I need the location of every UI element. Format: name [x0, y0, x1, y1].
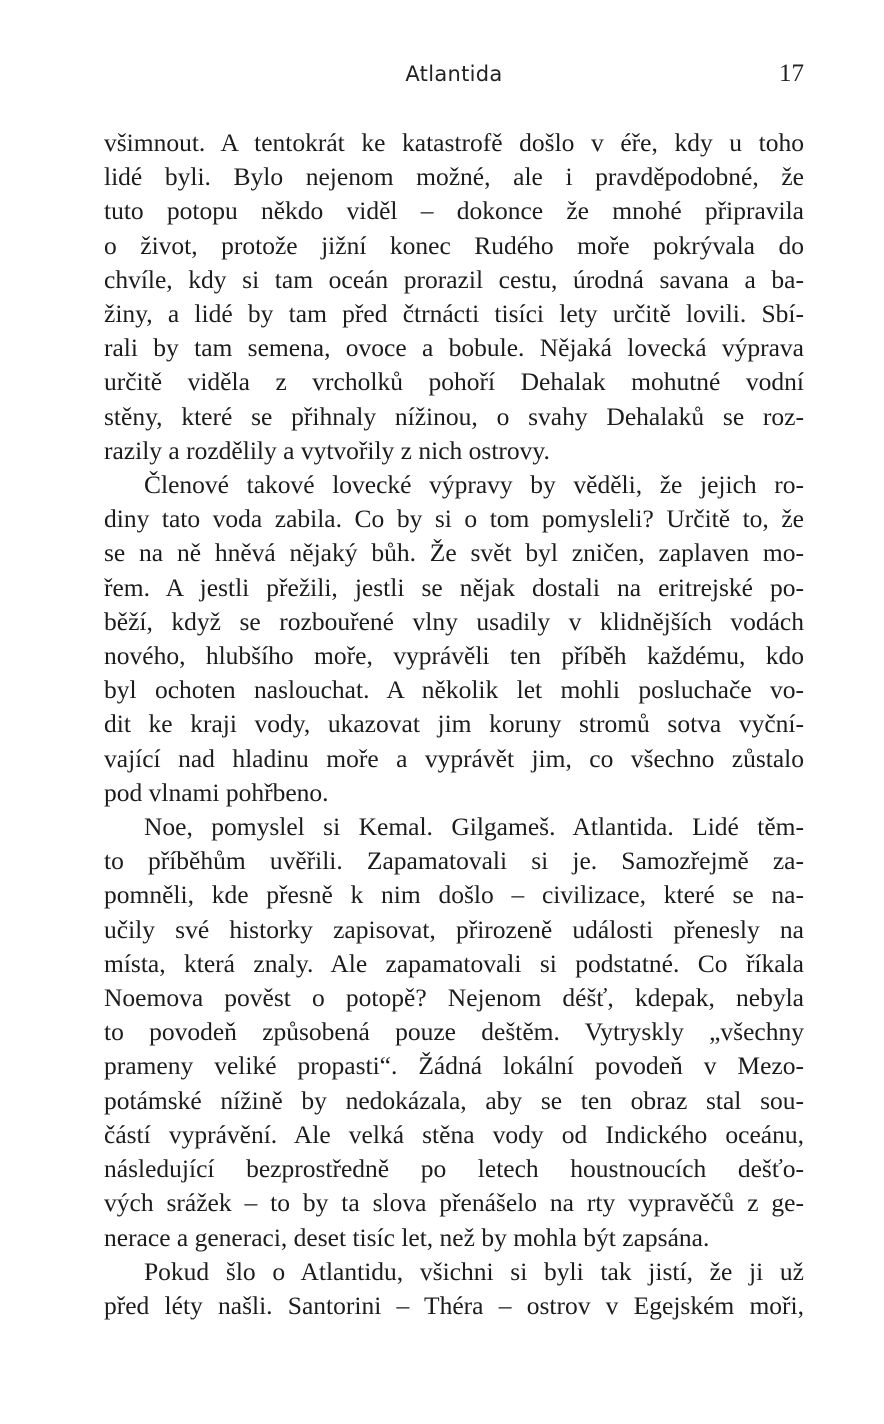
text-line: se na ně hněvá nějaký bůh. Že svět byl zničen, zaplaven mo-	[104, 538, 804, 568]
text-line: nového, hlubšího moře, vyprávěli ten příběh každému, kdo	[104, 641, 804, 671]
text-line: Noe, pomyslel si Kemal. Gilgameš. Atlantida. Lidé těm-	[144, 812, 804, 842]
text-line: pomněli, kde přesně k nim došlo – civilizace, které se na-	[104, 880, 804, 910]
text-line: učily své historky zapisovat, přirozeně události přenesly na	[104, 914, 804, 944]
paragraph	[104, 126, 804, 468]
text-line: řem. A jestli přežili, jestli se nějak dostali na eritrejské po-	[104, 572, 804, 602]
text-line: všimnout. A tentokrát ke katastrofě došlo v éře, kdy u toho	[104, 128, 804, 157]
text-line: žiny, a lidé by tam před čtrnácti tisíci lety určitě lovili. Sbí-	[104, 299, 804, 329]
chapter-title: Atlantida	[405, 62, 503, 86]
text-line: o život, protože jižní konec Rudého moře pokrývala do	[104, 230, 804, 260]
text-line: byl ochoten naslouchat. A několik let mohli posluchače vo-	[104, 675, 804, 705]
text-line: vých srážek – to by ta slova přenášelo na rty vypravěčů z ge-	[104, 1188, 804, 1218]
text-line: lidé byli. Bylo nejenom možné, ale i pravděpodobné, že	[104, 162, 804, 192]
text-line: určitě viděla z vrcholků pohoří Dehalak mohutné vodní	[104, 367, 804, 397]
text-line: částí vyprávění. Ale velká stěna vody od Indického oceánu,	[104, 1119, 804, 1149]
text-line: prameny veliké propasti“. Žádná lokální povodeň v Mezo-	[104, 1051, 804, 1081]
text-line: běží, když se rozbouřené vlny usadily v klidnějších vodách	[104, 606, 804, 636]
paragraph	[104, 468, 804, 810]
text-line: pod vlnami pohřbeno.	[104, 777, 329, 807]
body-text	[104, 126, 804, 1323]
text-line: místa, která znaly. Ale zapamatovali si podstatné. Co říkala	[104, 948, 804, 978]
text-line: Pokud šlo o Atlantidu, všichni si byli tak jistí, že ji už	[144, 1256, 804, 1286]
text-line: rali by tam semena, ovoce a bobule. Nějaká lovecká výprava	[104, 333, 804, 363]
paragraph	[104, 1255, 804, 1323]
paragraph	[104, 810, 804, 1255]
text-line: potámské nížině by nedokázala, aby se ten obraz stal sou-	[104, 1085, 804, 1115]
text-line: razily a rozdělily a vytvořily z nich ostrovy.	[104, 435, 550, 465]
running-header	[104, 62, 804, 96]
page-number: 17	[779, 60, 804, 87]
text-line: diny tato voda zabila. Co by si o tom pomysleli? Určitě to, že	[104, 504, 804, 534]
text-line: chvíle, kdy si tam oceán prorazil cestu, úrodná savana a ba-	[104, 264, 804, 294]
text-line: stěny, které se přihnaly nížinou, o svahy Dehalaků se roz-	[104, 401, 804, 431]
text-line: dit ke kraji vody, ukazovat jim koruny stromů sotva vyční-	[104, 709, 804, 739]
text-line: Členové takové lovecké výpravy by věděli, že jejich ro-	[144, 470, 804, 500]
text-line: to povodeň způsobená pouze deštěm. Vytryskly „všechny	[104, 1017, 804, 1047]
text-line: nerace a generaci, deset tisíc let, než by mohla být zapsána.	[104, 1222, 710, 1252]
text-line: tuto potopu někdo viděl – dokonce že mnohé připravila	[104, 196, 804, 226]
text-line: to příběhům uvěřili. Zapamatovali si je. Samozřejmě za-	[104, 846, 804, 876]
text-line: před léty našli. Santorini – Théra – ostrov v Egejském moři,	[104, 1290, 804, 1320]
text-line: Noemova pověst o potopě? Nejenom déšť, kdepak, nebyla	[104, 983, 804, 1013]
text-line: následující bezprostředně po letech houstnoucích dešťo-	[104, 1154, 804, 1184]
text-line: vající nad hladinu moře a vyprávět jim, co všechno zůstalo	[104, 743, 804, 773]
